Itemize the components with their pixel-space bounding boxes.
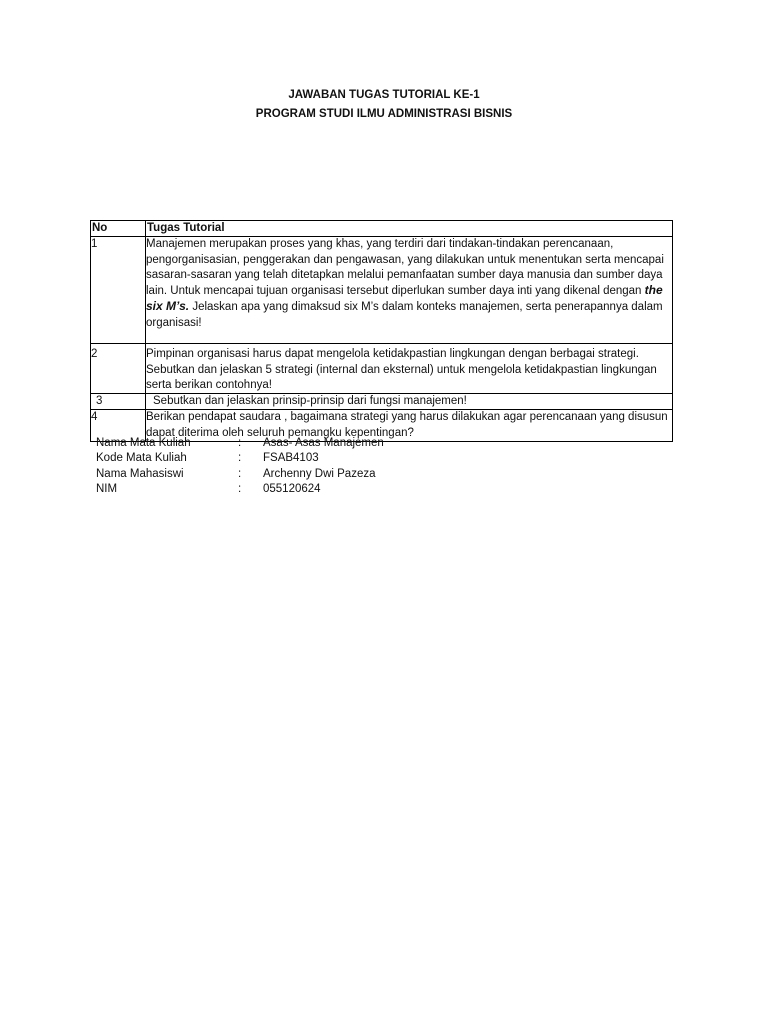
info-label: NIM: [96, 483, 118, 496]
title-line-2: PROGRAM STUDI ILMU ADMINISTRASI BISNIS: [255, 108, 513, 120]
row-number: 4: [91, 410, 146, 442]
info-value: 055120624: [263, 483, 321, 496]
task-text: Berikan pendapat saudara , bagaimana strategi yang harus dilakukan agar perencanaan yang disusun dapat diterima oleh seluruh pemangku kepentingan?: [146, 410, 673, 442]
title-line-1: JAWABAN TUGAS TUTORIAL KE-1: [288, 89, 480, 101]
info-row-course-code: [96, 451, 384, 466]
info-label: Nama Mata Kuliah: [96, 437, 191, 449]
column-header-no: No: [91, 221, 146, 237]
info-value: Asas- Asas Manajemen: [263, 437, 384, 449]
task-text: Pimpinan organisasi harus dapat mengelola ketidakpastian lingkungan dengan berbagai strategi. Sebutkan dan jelaskan 5 strategi (internal dan eksternal) untuk mengelola ketidakpastian lingkungan serta berikan contohnya!: [146, 344, 673, 394]
info-colon: :: [238, 467, 242, 480]
row-number: 3: [91, 394, 146, 410]
row-number: 2: [91, 344, 146, 394]
table-header-row: [91, 221, 673, 237]
task-text-part: Jelaskan apa yang dimaksud six M’s dalam konteks manajemen, serta penerapannya dalam organisasi!: [146, 301, 663, 329]
info-colon: :: [238, 452, 242, 465]
info-label: Kode Mata Kuliah: [96, 452, 187, 465]
info-value: Archenny Dwi Pazeza: [263, 467, 376, 480]
column-header-task: Tugas Tutorial: [146, 221, 673, 237]
tutorial-tasks-table: [90, 220, 673, 442]
table-row: [91, 237, 673, 344]
task-text-part: Manajemen merupakan proses yang khas, yang terdiri dari tindakan-tindakan perencanaan, pengorganisasian, penggerakan dan pengawasan, yang dilakukan untuk menentukan serta mencapai sasaran-sasaran yang telah ditetapkan melalui pemanfaatan sumber daya manusia dan sumber daya lain. Untuk mencapai tujuan organisasi tersebut diperlukan sumber daya inti yang dikenal dengan: [146, 238, 664, 298]
task-text-emphasis: the six M’s.: [146, 283, 663, 314]
task-text: Sebutkan dan jelaskan prinsip-prinsip dari fungsi manajemen!: [146, 394, 673, 410]
info-row-student-name: [96, 467, 384, 482]
document-title: [0, 86, 768, 124]
info-colon: :: [238, 437, 242, 449]
info-row-student-id: [96, 482, 384, 497]
table-row: [91, 344, 673, 394]
student-info: [96, 436, 384, 498]
info-value: FSAB4103: [263, 452, 319, 465]
row-number: 1: [91, 237, 146, 344]
info-row-course-name: [96, 436, 384, 451]
task-text: [146, 237, 673, 344]
table-row: [91, 394, 673, 410]
info-label: Nama Mahasiswi: [96, 467, 184, 480]
info-colon: :: [238, 483, 242, 496]
